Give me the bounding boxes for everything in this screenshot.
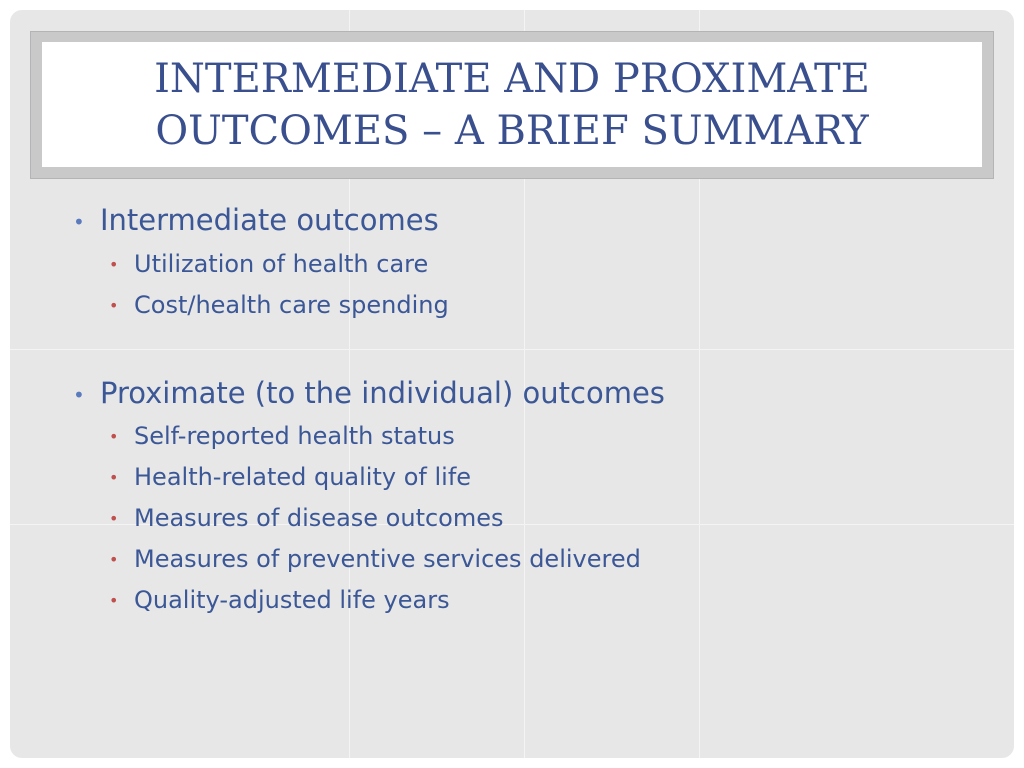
bullet-icon: • [109, 550, 119, 569]
bullet-icon: • [109, 509, 119, 528]
bullet-icon: • [109, 591, 119, 610]
list-item: Measures of disease outcomes [134, 504, 504, 532]
slide [10, 10, 1014, 758]
list-item: Quality-adjusted life years [134, 586, 450, 614]
bullet-icon: • [73, 210, 85, 234]
list-item: Cost/health care spending [134, 291, 449, 319]
bullet-icon: • [109, 468, 119, 487]
list-item: Health-related quality of life [134, 463, 472, 491]
bullet-icon: • [73, 383, 85, 407]
slide-content [10, 10, 1014, 758]
slide-title-line-1: INTERMEDIATE AND PROXIMATE [154, 55, 870, 102]
bullet-icon: • [109, 255, 119, 274]
section-heading-intermediate: Intermediate outcomes [100, 203, 439, 237]
slide-title-line-2: OUTCOMES – A BRIEF SUMMARY [155, 107, 869, 154]
list-item: Measures of preventive services delivered [134, 545, 641, 573]
bullet-icon: • [109, 427, 119, 446]
section-heading-proximate: Proximate (to the individual) outcomes [100, 376, 665, 410]
list-item: Utilization of health care [134, 250, 429, 278]
bullet-icon: • [109, 296, 119, 315]
list-item: Self-reported health status [134, 422, 455, 450]
